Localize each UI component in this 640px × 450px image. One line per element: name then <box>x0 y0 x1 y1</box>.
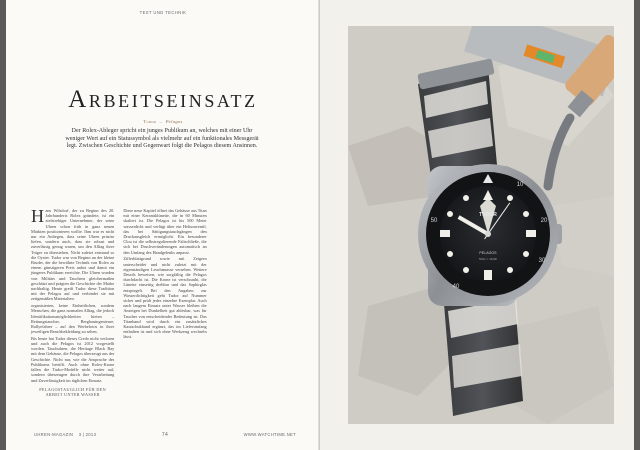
bezel-number: 50 <box>430 218 438 224</box>
dial-brand: TUDOR <box>479 212 497 218</box>
byline-model: Pelagos <box>165 119 183 124</box>
body-paragraph: Diese neue Kapitel öffnet das Gehäuse aus Titan mit einer Keramiklünette, die in 60 Minuten skaliert ist. Die Pelagos ist bis 500 Meter wasserdicht und verfügt über ein Heliumventil, das bei Sättigungstauchgängen den Druckausgleich ermöglicht. Ein besonderer Clou ist die selbstregulierende Faltschließe, die sich bei Druckveränderungen automatisch an den Umfang des Handgelenks anpasst. <box>123 208 207 255</box>
magazine-name: UHREN-MAGAZIN <box>34 432 74 437</box>
bezel-number: 30 <box>538 258 546 264</box>
byline <box>6 119 320 124</box>
right-page <box>320 0 634 450</box>
section-label: TEST UND TECHNIK <box>139 10 187 15</box>
bezel-number: 20 <box>540 218 548 224</box>
drop-cap: H <box>31 206 44 226</box>
dial-model: PELAGOS <box>479 251 497 255</box>
article-body <box>31 208 299 398</box>
bezel-number: 40 <box>452 284 460 290</box>
body-paragraph: organisierten, keine Einheitlichen, sondern Menschen, die ganz normalen Alltag, die jedoch Identifikationsmöglichkeiten bieten – Rettungstaucher, Bergbauingenieure, Rallyefahrer – auf den Werbefotos in ihrer jeweiligen Berufsbekleidung zu sehen. <box>31 303 115 335</box>
body-paragraph: Zifferblattgrund sowie mit Zeigern unterscheidet und nicht zuletzt mit der eigenständigen Leuchtmasse versehen. Weitere Details beweisen, wie sorgfältig die Pelagos durchdacht ist. Die Krone ist verschraubt, die Lünette einseitig drehbar und das Saphirglas entspiegelt. Bei den Angaben zur Wasserdichtigkeit geht Tudor auf Nummer sicher und prüft jedes einzelne Exemplar. Auch nach langem Einsatz unter Wasser bleiben die Anzeigen bei Dunkelheit gut ablesbar, was für Taucher von entscheidender Bedeutung ist. Das Titanband wird durch ein zusätzliches Kautschukband ergänzt, das im Lieferumfang enthalten ist und sich ohne Werkzeug wechseln lässt. <box>123 256 207 340</box>
product-photo <box>348 26 614 424</box>
bezel-number: 10 <box>516 182 524 188</box>
issue-number: 3 | 2013 <box>78 432 97 437</box>
date-window <box>526 230 536 237</box>
article-title: Arbeitseinsatz <box>68 86 258 113</box>
page-number: 74 <box>161 432 169 438</box>
byline-separator: – <box>159 119 163 124</box>
lead-paragraph: Der Rolex-Ableger spricht ein junges Publikum an, welches mit einer Uhr weniger Wert auf ein Statussymbol als vielmehr auf ein funktionales Messgerät legt. Zwischen Geschichte und Gegenwart folgt die Pelagos diesem Ansinnen. <box>65 128 259 150</box>
watch-photo-illustration <box>348 26 614 424</box>
body-text: ans Wilsdorf, der zu Beginn des 20. Jahrhunderts Rolex gründete, ist ein zielstrebiger Unternehmer, der seine Uhren schon früh in ganz neuen Märkten positionieren wollte. Ihm war es nicht nur ein Anliegen, dass seine Uhren präzise liefen, sondern auch, dass sie robust und zuverlässig genug waren, um den Alltag ihrer Träger zu überstehen. Nicht zuletzt entstand so die Oyster. Tudor war von Beginn an der kleine Bruder, der die bewährte Technik von Rolex zu einem günstigeren Preis anbot und damit ein jüngeres Publikum erreichte. Die Uhren wurden von Militärs und Tauchern gleichermaßen geschätzt und prägten die Geschichte der Marke nachhaltig. Heute greift Tudor diese Tradition mit der Pelagos auf und verbindet sie mit zeitgemäßen Materialien. <box>31 208 115 302</box>
body-paragraph <box>31 208 114 302</box>
left-page <box>6 0 320 450</box>
byline-brand: Tudor <box>143 119 157 124</box>
dial-depth: 500m = 1640ft <box>479 257 497 261</box>
body-paragraph: Bis heute hat Tudor dieses Credo nicht verloren und auch die Pelagos ist 2012 vorgestellt worden. Tauchuhren, die Heritage Black Bay mit dem Gehäuse, die Pelagos überzeugt aus der Geschichte. Nicht nur, wie die Ansprache des Publikums betrifft. Auch ohne Rolex-Krone fallen die Tudor-Modelle nicht weiter auf, sondern überzeugen durch ihre Verarbeitung und Zuverlässigkeit im täglichen Einsatz. <box>31 335 115 383</box>
section-subhead: PELAGOSTAUGLICH FÜR DEN ARBEIT UNTER WASSER <box>39 386 107 397</box>
footer-website: WWW.WATCHTIME.NET <box>243 432 296 437</box>
